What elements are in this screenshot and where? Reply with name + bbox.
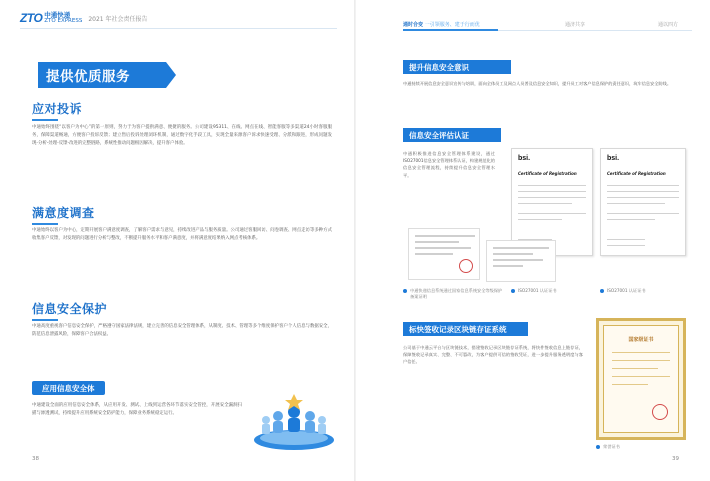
certification-body: 中通积极推进信息安全管理体系建设，通过ISO27001信息安全管理体系认证，构建规范化的信息安全管理流程，持续提升信息安全管理水平。 [403,151,495,178]
bsi-logo: bsi. [607,155,620,162]
iso-caption-1: ISO27001 认证证书 [511,288,591,294]
app-security-label: 应用信息安全体 [32,381,105,395]
tab-chapter-2[interactable]: 通济共享 [565,22,586,28]
report-title: 2021 年社会责任报告 [88,15,148,23]
blockchain-heading: 标快签收记录区块链存证系统 [403,322,528,336]
awareness-body: 中通持续开展信息安全意识宣传与培训，面向全体员工及网点人员普及信息安全知识，提升员工对客户信息保护的责任意识，筑牢信息安全防线。 [403,81,672,86]
security-filing-page-2 [486,240,556,282]
tab-chapter-3[interactable]: 通以四方 [658,22,679,28]
honor-caption: 荣誉证书 [596,444,686,450]
complaints-body: 中通始终围绕“以客户为中心”的第一原则，努力于为客户提供满意、便捷的服务。公司建设95311、在线、网点在线、智能客服等多渠道24小时客服服务，保障渠道畅通，方便客户投诉反馈；建立售后投诉处理闭环机制，通过数字化手段工具，实现全量来源客户诉求快速受理、分派和跟进，形成问题发现-分析-处理-反馈-改进的完整链路，系统性推动问题根因解决，提升客户体验。 [32,125,332,146]
bsi-certificate-2: bsi. Certificate of Registration [600,148,686,256]
satisfaction-body: 中通始终以客户为中心，定期开展客户满意度调查，了解客户需求与意见，持续改进产品与服务质量。公司通过客服回访、问卷调查、网点走访等多种方式收集客户反馈，对发现的问题进行分析与整改，不断提升服务水平和客户满意度，并将满意度结果纳入网点考核体系。 [32,228,332,241]
certification-heading: 信息安全评估认证 [403,128,501,142]
report-header [20,10,148,26]
filing-caption: 中通快递信息系统通过国家信息系统安全等级保护备案证明 [403,288,503,300]
header-divider [20,28,337,29]
bsi-logo: bsi. [518,155,531,162]
app-security-body: 中通建设全面的应用信息安全体系，从应用开发、测试、上线到运营各环节落实安全管控，开展安全漏洞扫描与渗透测试，持续提升应用系统安全防护能力，保障业务系统稳定运行。 [32,403,242,416]
awareness-heading: 提升信息安全意识 [403,60,511,74]
page-number-right: 39 [672,456,679,462]
iso-caption-2: ISO27001 认证证书 [600,288,686,294]
info-security-body: 中通高度重视客户信息安全保护，严格遵守国家法律法规，建立完善的信息安全管理体系，从制度、技术、管理等多个维度保护客户个人信息与数据安全，防范信息泄露风险，保障客户合法权益。 [32,324,332,337]
security-filing-document [408,228,480,280]
bsi-certificate-1: bsi. Certificate of Registration [511,148,593,256]
satisfaction-heading: 满意度调查 [32,204,95,225]
blockchain-body: 公司基于中通云平台与区块链技术，搭建签收记录区块链存证系统，将快件签收信息上链存证，保障签收记录真实、完整、不可篡改，为客户提供可信的签收凭证，进一步提升服务透明度与客户信任。 [403,345,583,365]
zto-logo: ZTO 中通快递 ZTO EXPRESS [20,11,83,25]
info-security-heading: 信息安全保护 [32,300,107,321]
team-security-illustration [250,390,338,452]
page-number-left: 38 [32,456,39,462]
honor-certificate: 国家级证书 [596,318,686,440]
complaints-heading: 应对投诉 [32,100,82,121]
section-banner: 提供优质服务 [38,62,166,88]
tab-active-chapter[interactable]: 通时合变 一引领服务、建于行而优 [403,22,480,28]
